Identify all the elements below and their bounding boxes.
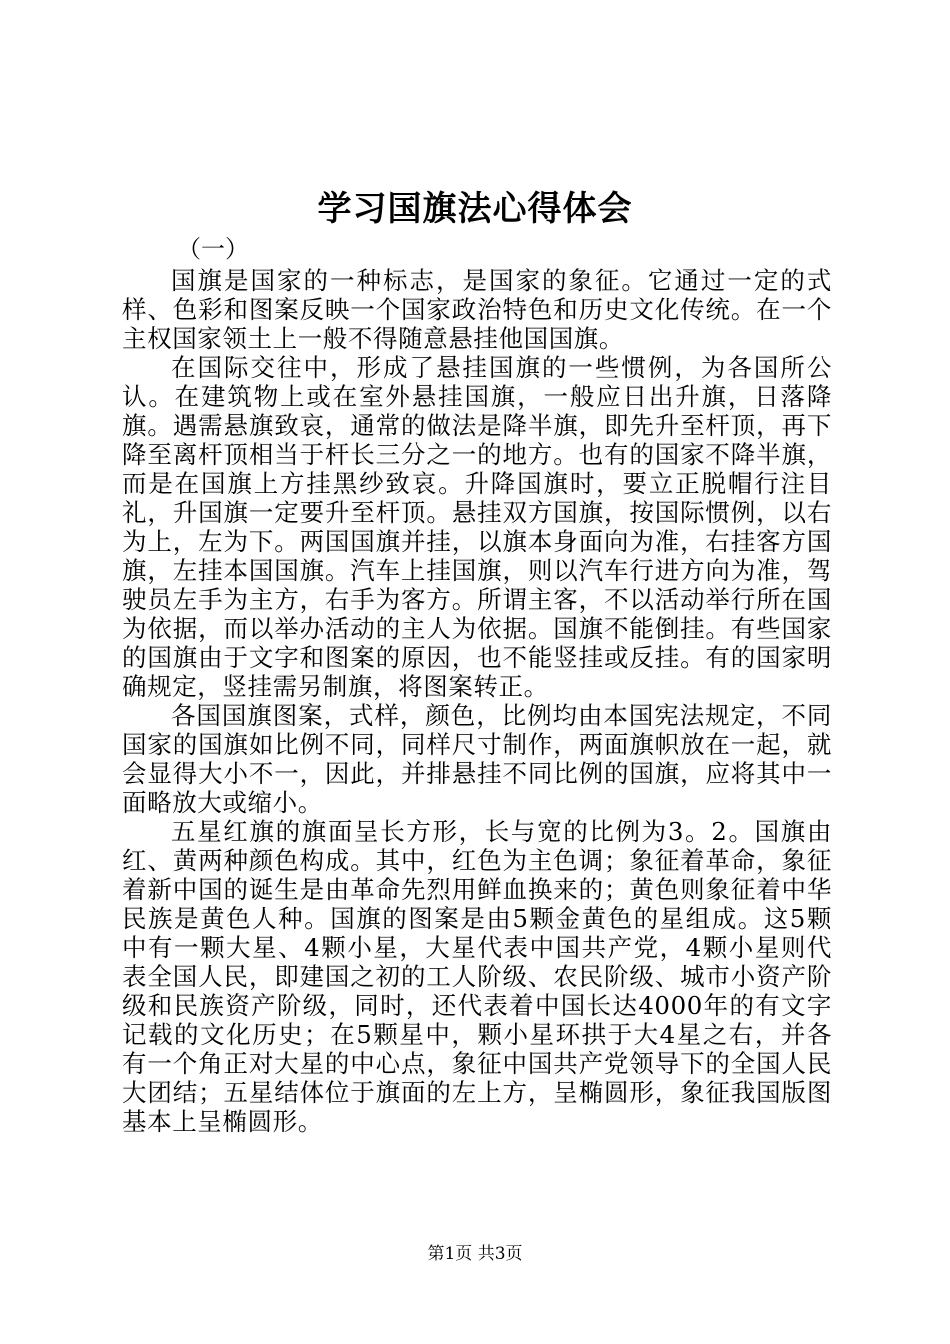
paragraph: 国旗是国家的一种标志，是国家的象征。它通过一定的式样、色彩和图案反映一个国家政治特色和历史文化传统。在一个主权国家领土上一般不得随意悬挂他国国旗。 bbox=[122, 266, 832, 353]
document-body bbox=[122, 266, 832, 1136]
section-label: （一） bbox=[177, 235, 249, 263]
document-title: 学习国旗法心得体会 bbox=[317, 189, 633, 229]
paragraph: 各国国旗图案，式样，颜色，比例均由本国宪法规定，不同国家的国旗如比例不同，同样尺寸制作，两面旗帜放在一起，就会显得大小不一，因此，并排悬挂不同比例的国旗，应将其中一面略放大或缩小。 bbox=[122, 701, 832, 817]
page-indicator: 第1页 共3页 bbox=[427, 1244, 523, 1264]
paragraph: 在国际交往中，形成了悬挂国旗的一些惯例，为各国所公认。在建筑物上或在室外悬挂国旗，一般应日出升旗，日落降旗。遇需悬旗致哀，通常的做法是降半旗，即先升至杆顶，再下降至离杆顶相当于杆长三分之一的地方。也有的国家不降半旗，而是在国旗上方挂黑纱致哀。升降国旗时，要立正脱帽行注目礼，升国旗一定要升至杆顶。悬挂双方国旗，按国际惯例，以右为上，左为下。两国国旗并挂，以旗本身面向为准，右挂客方国旗，左挂本国国旗。汽车上挂国旗，则以汽车行进方向为准，驾驶员左手为主方，右手为客方。所谓主客，不以活动举行所在国为依据，而以举办活动的主人为依据。国旗不能倒挂。有些国家的国旗由于文字和图案的原因，也不能竖挂或反挂。有的国家明确规定，竖挂需另制旗，将图案转正。 bbox=[122, 353, 832, 701]
paragraph: 五星红旗的旗面呈长方形，长与宽的比例为3。2。国旗由红、黄两种颜色构成。其中，红色为主色调；象征着革命，象征着新中国的诞生是由革命先烈用鲜血换来的；黄色则象征着中华民族是黄色人种。国旗的图案是由5颗金黄色的星组成。这5颗中有一颗大星、4颗小星，大星代表中国共产党，4颗小星则代表全国人民，即建国之初的工人阶级、农民阶级、城市小资产阶级和民族资产阶级，同时，还代表着中国长达4000年的有文字记载的文化历史；在5颗星中，颗小星环拱于大4星之右，并各有一个角正对大星的中心点，象征中国共产党领导下的全国人民大团结；五星结体位于旗面的左上方，呈椭圆形，象征我国版图基本上呈椭圆形。 bbox=[122, 817, 832, 1136]
